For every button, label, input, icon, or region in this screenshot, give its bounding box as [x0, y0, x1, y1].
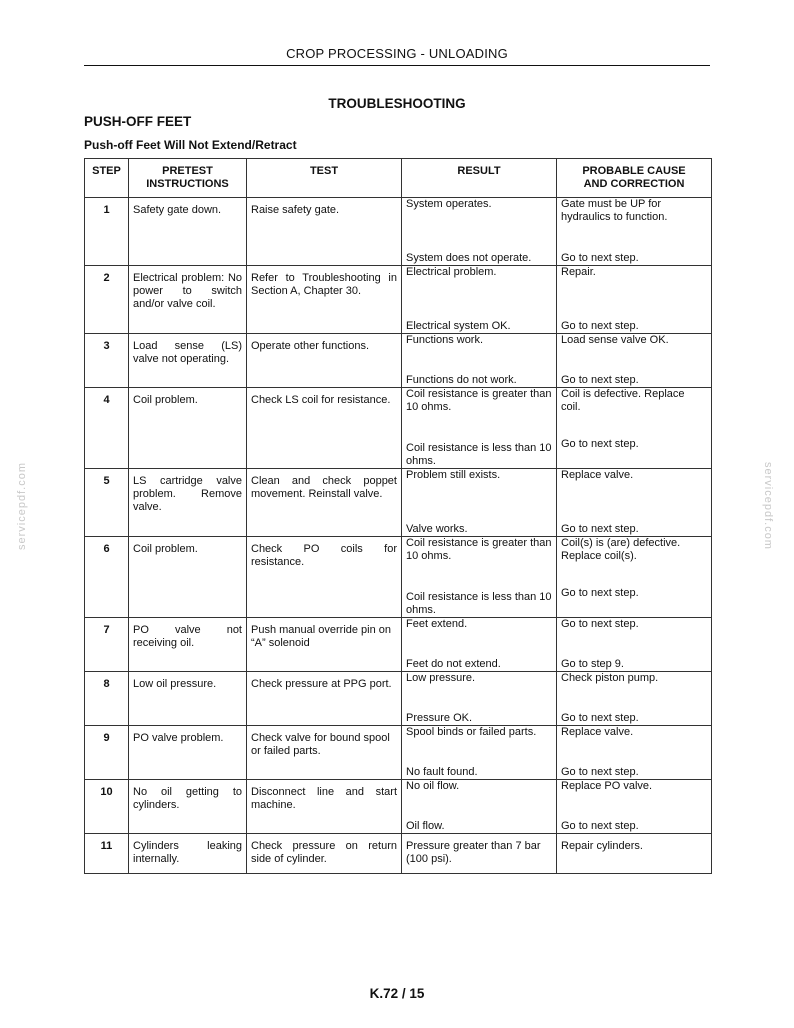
- pretest-cell: Coil problem.: [129, 388, 247, 469]
- test-cell: Check pressure on return side of cylinder.: [247, 834, 402, 874]
- cause-cell: Replace PO valve. Go to next step.: [557, 780, 712, 834]
- table-row: [85, 334, 712, 388]
- header-test: TEST: [247, 159, 402, 198]
- test-cell: Clean and check poppet movement. Reinstall valve.: [247, 469, 402, 537]
- pretest-cell: Low oil pressure.: [129, 672, 247, 726]
- result-cell: Electrical problem. Electrical system OK.: [402, 266, 557, 334]
- table-row: [85, 198, 712, 266]
- table-row: [85, 672, 712, 726]
- cause-cell: Go to next step. Go to step 9.: [557, 618, 712, 672]
- header-result: RESULT: [402, 159, 557, 198]
- subsection-title: PUSH-OFF FEET: [84, 114, 192, 129]
- pretest-cell: Safety gate down.: [129, 198, 247, 266]
- pretest-cell: Electrical problem: No power to switch and/or valve coil.: [129, 266, 247, 334]
- test-cell: Check LS coil for resistance.: [247, 388, 402, 469]
- table-row: [85, 537, 712, 618]
- pretest-cell: No oil getting to cylinders.: [129, 780, 247, 834]
- step-number: 10: [85, 780, 129, 834]
- table-row: [85, 726, 712, 780]
- test-cell: Check valve for bound spool or failed parts.: [247, 726, 402, 780]
- result-cell: No oil flow. Oil flow.: [402, 780, 557, 834]
- cause-cell: Load sense valve OK. Go to next step.: [557, 334, 712, 388]
- header-step: STEP: [85, 159, 129, 198]
- test-cell: Operate other functions.: [247, 334, 402, 388]
- result-cell: Spool binds or failed parts. No fault found.: [402, 726, 557, 780]
- result-cell: Coil resistance is greater than 10 ohms. Coil resistance is less than 10 ohms.: [402, 388, 557, 469]
- step-number: 4: [85, 388, 129, 469]
- table-row: [85, 266, 712, 334]
- table-header-row: [85, 159, 712, 198]
- test-cell: Disconnect line and start machine.: [247, 780, 402, 834]
- table-caption: Push-off Feet Will Not Extend/Retract: [84, 138, 297, 152]
- pretest-cell: LS cartridge valve problem. Remove valve.: [129, 469, 247, 537]
- result-cell: Problem still exists. Valve works.: [402, 469, 557, 537]
- pretest-cell: Coil problem.: [129, 537, 247, 618]
- watermark-right: servicepdf.com: [762, 462, 774, 550]
- result-cell: Low pressure. Pressure OK.: [402, 672, 557, 726]
- cause-cell: Coil(s) is (are) defective. Replace coil(s). Go to next step.: [557, 537, 712, 618]
- cause-cell: Check piston pump. Go to next step.: [557, 672, 712, 726]
- test-cell: Check pressure at PPG port.: [247, 672, 402, 726]
- result-cell: Feet extend. Feet do not extend.: [402, 618, 557, 672]
- test-cell: Refer to Troubleshooting in Section A, Chapter 30.: [247, 266, 402, 334]
- test-cell: Push manual override pin on “A” solenoid: [247, 618, 402, 672]
- troubleshooting-table: [84, 158, 712, 874]
- section-title: TROUBLESHOOTING: [328, 96, 466, 111]
- page-number: K.72 / 15: [369, 986, 425, 1001]
- table-row: [85, 618, 712, 672]
- pretest-cell: Load sense (LS) valve not operating.: [129, 334, 247, 388]
- result-cell: Functions work. Functions do not work.: [402, 334, 557, 388]
- step-number: 3: [85, 334, 129, 388]
- step-number: 9: [85, 726, 129, 780]
- result-cell: Coil resistance is greater than 10 ohms. Coil resistance is less than 10 ohms.: [402, 537, 557, 618]
- pretest-cell: Cylinders leaking internally.: [129, 834, 247, 874]
- cause-cell: Replace valve. Go to next step.: [557, 469, 712, 537]
- cause-cell: Gate must be UP for hydraulics to function. Go to next step.: [557, 198, 712, 266]
- header-pretest: PRETEST INSTRUCTIONS: [129, 159, 247, 198]
- step-number: 7: [85, 618, 129, 672]
- watermark-left: servicepdf.com: [16, 462, 28, 550]
- step-number: 6: [85, 537, 129, 618]
- step-number: 5: [85, 469, 129, 537]
- table-row: [85, 834, 712, 874]
- cause-cell: Repair. Go to next step.: [557, 266, 712, 334]
- running-header: CROP PROCESSING - UNLOADING: [286, 46, 508, 61]
- result-cell: Pressure greater than 7 bar (100 psi).: [402, 834, 557, 874]
- step-number: 1: [85, 198, 129, 266]
- pretest-cell: PO valve problem.: [129, 726, 247, 780]
- step-number: 11: [85, 834, 129, 874]
- result-cell: System operates. System does not operate.: [402, 198, 557, 266]
- header-rule: [84, 65, 710, 66]
- step-number: 8: [85, 672, 129, 726]
- pretest-cell: PO valve not receiving oil.: [129, 618, 247, 672]
- table-row: [85, 469, 712, 537]
- cause-cell: Coil is defective. Replace coil. Go to next step.: [557, 388, 712, 469]
- table-row: [85, 388, 712, 469]
- cause-cell: Repair cylinders.: [557, 834, 712, 874]
- test-cell: Check PO coils for resistance.: [247, 537, 402, 618]
- cause-cell: Replace valve. Go to next step.: [557, 726, 712, 780]
- table-row: [85, 780, 712, 834]
- test-cell: Raise safety gate.: [247, 198, 402, 266]
- header-cause: PROBABLE CAUSE AND CORRECTION: [557, 159, 712, 198]
- step-number: 2: [85, 266, 129, 334]
